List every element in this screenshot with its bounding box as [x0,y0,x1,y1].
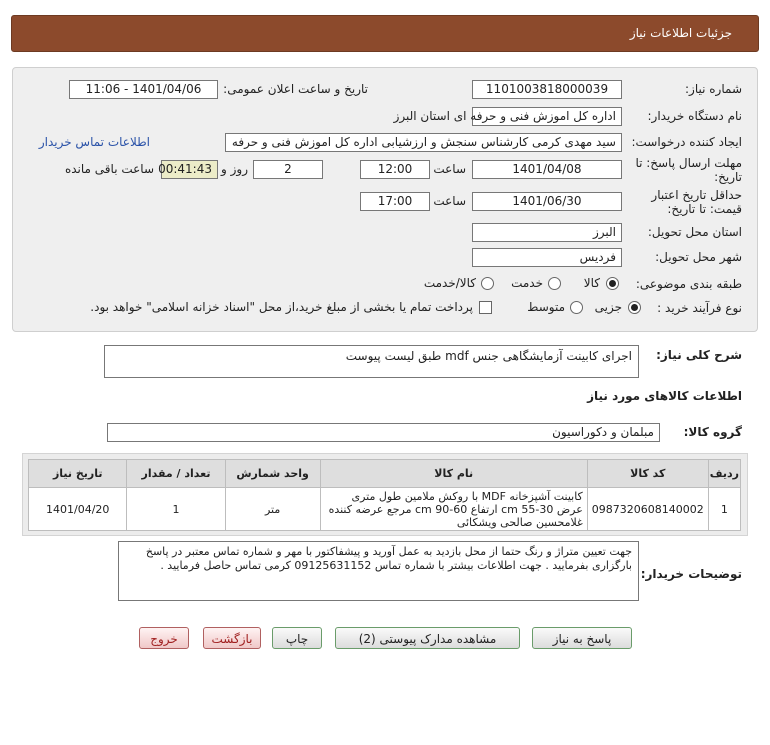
remaining-time-field: 00:41:43 [161,160,218,179]
deadline-label: مهلت ارسال پاسخ: تا [635,156,742,170]
announce-label: تاریخ و ساعت اعلان عمومی: [223,82,368,96]
cell-row: 1 [708,488,740,531]
page-title: جزئیات اطلاعات نیاز [629,26,732,40]
treasury-checkbox[interactable] [479,301,492,314]
buyer-org-field: اداره کل اموزش فنی و حرفه ای استان البرز [472,107,622,126]
category-option-goods-service: کالا/خدمت [423,276,476,290]
validity-time-field: 17:00 [360,192,430,211]
remaining-label: ساعت باقی مانده [64,162,154,176]
province-field: البرز [472,223,622,242]
items-table-header [29,460,741,488]
process-radio-minor[interactable] [628,301,641,314]
deadline-date-field: 1401/04/08 [472,160,622,179]
city-field: فردیس [472,248,622,267]
process-option-minor: جزیی [594,300,622,314]
creator-label: ایجاد کننده درخواست: [631,135,742,149]
process-label: نوع فرآیند خرید : [657,301,742,315]
summary-label: شرح کلی نیاز: [656,348,742,362]
cell-name: کابینت آشپزخانه MDF با روکش ملامین طول متری عرض 30-55 cm ارتفاع 60-90 cm مرجع عرضه کننده غلامحسین صالحی ویشکائی [320,488,587,531]
creator-field: سید مهدی کرمی کارشناس سنجش و ارزشیابی اداره کل اموزش فنی و حرفه [225,133,622,152]
need-number-field: 1101003818000039 [472,80,622,99]
day-word: روز و [221,162,248,176]
validity-label-date: قیمت: تا تاریخ: [667,202,742,216]
goods-group-label: گروه کالا: [683,425,742,439]
category-label: طبقه بندی موضوعی: [635,277,742,291]
buyer-notes-text: جهت تعیین متراژ و رنگ حتما از محل بازدید به عمل آورید و پیشفاکتور با مهر و شماره تماس معتبر در پاسخ بارگزاری بفرمایید . جهت اطلاعات بیشتر با شماره تماس 09125631152 کرمی تماس حاصل فرمایید . [118,541,639,601]
table-row [29,488,741,531]
deadline-time-word: ساعت [433,162,466,176]
goods-group-field: مبلمان و دکوراسیون [107,423,660,442]
validity-date-field: 1401/06/30 [472,192,622,211]
cell-qty: 1 [127,488,225,531]
summary-text: اجرای کابینت آزمایشگاهی جنس mdf طبق لیست پیوست [104,345,639,378]
back-button[interactable]: بازگشت [203,627,261,649]
goods-section-title: اطلاعات کالاهای مورد نیاز [587,389,742,403]
cell-date: 1401/04/20 [29,488,127,531]
page-header [11,15,759,52]
need-number-label: شماره نیاز: [685,82,742,96]
validity-time-word: ساعت [433,194,466,208]
buyer-contact-link[interactable]: اطلاعات تماس خریدار [38,135,150,149]
print-button[interactable]: چاپ [272,627,322,649]
process-option-medium: متوسط [527,300,565,314]
col-unit: واحد شمارش [225,460,320,488]
cell-code: 0987320608140002 [587,488,708,531]
validity-label: حداقل تاریخ اعتبار [651,188,742,202]
remaining-days-field: 2 [253,160,323,179]
buyer-org-label: نام دستگاه خریدار: [647,109,742,123]
buyer-notes-label: توضیحات خریدار: [640,567,742,581]
col-row: ردیف [708,460,740,488]
city-label: شهر محل تحویل: [655,250,742,264]
category-radio-goods-service[interactable] [481,277,494,290]
announce-field: 1401/04/06 - 11:06 [69,80,218,99]
col-qty: تعداد / مقدار [127,460,225,488]
col-code: کد کالا [587,460,708,488]
col-date: تاریخ نیاز [29,460,127,488]
exit-button[interactable]: خروج [139,627,189,649]
province-label: استان محل تحویل: [647,225,742,239]
category-option-service: خدمت [511,276,543,290]
view-attachments-button[interactable]: مشاهده مدارک پیوستی (2) [335,627,520,649]
reply-button[interactable]: پاسخ به نیاز [532,627,632,649]
process-radio-medium[interactable] [570,301,583,314]
treasury-note: پرداخت تمام یا بخشی از مبلغ خرید،از محل "اسناد خزانه اسلامی" خواهد بود. [90,300,473,314]
cell-unit: متر [225,488,320,531]
deadline-label-date: تاریخ: [714,170,742,184]
items-table [28,459,741,531]
category-option-goods: کالا [583,276,600,290]
category-radio-goods[interactable] [606,277,619,290]
col-name: نام کالا [320,460,587,488]
deadline-time-field: 12:00 [360,160,430,179]
category-radio-service[interactable] [548,277,561,290]
